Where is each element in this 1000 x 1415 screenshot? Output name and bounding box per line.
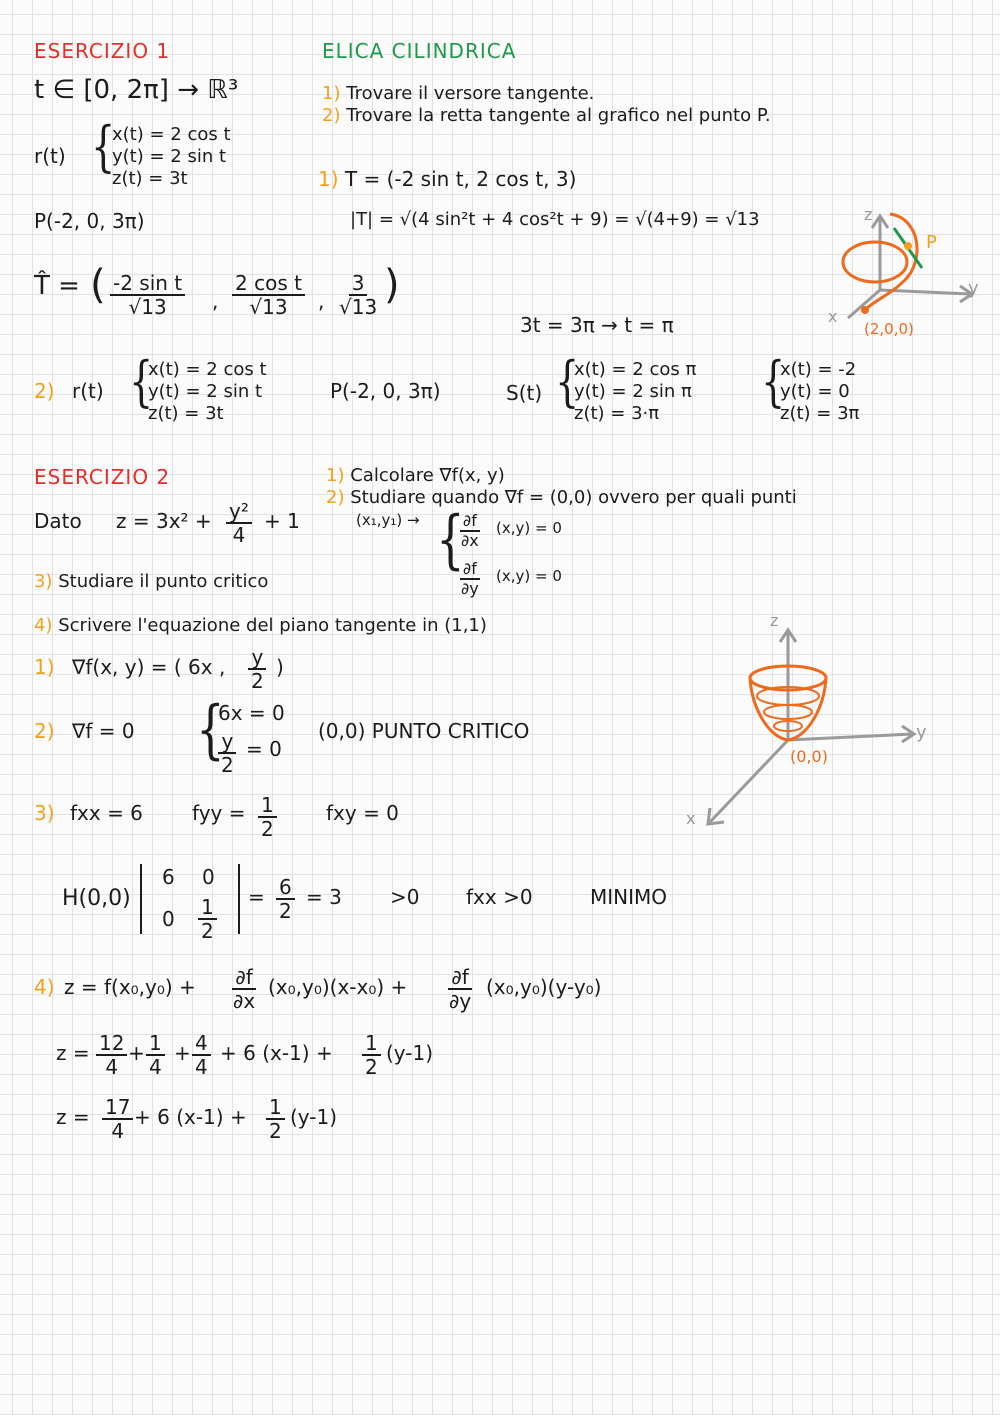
numerator: 12 (96, 1032, 127, 1056)
s2-r-label: r(t) (72, 379, 104, 403)
denominator: √13 (128, 295, 167, 319)
plane-l2-post: (y-1) (386, 1041, 434, 1065)
helix-loop (843, 242, 907, 282)
numerator: y² (226, 500, 252, 524)
critical-point: (0,0) PUNTO CRITICO (318, 719, 530, 743)
unit-tangent-frac-2 (232, 272, 305, 318)
gradient-frac (248, 646, 267, 692)
partial-fy-rest: (x,y) = 0 (496, 567, 562, 585)
ex2-task-3 (34, 572, 268, 593)
denominator: √13 (249, 295, 288, 319)
r-eq-y: y(t) = 2 sin t (112, 146, 227, 167)
numerator: 4 (192, 1032, 211, 1056)
exercise-1-subtitle: ELICA CILINDRICA (322, 39, 517, 63)
s2-eq-y: y(t) = 2 sin t (148, 381, 263, 402)
s-val-x: x(t) = -2 (780, 359, 857, 380)
denominator: ∂x (233, 989, 256, 1013)
paren-right: ) (384, 262, 400, 308)
s2-point: P(-2, 0, 3π) (330, 379, 441, 403)
tangent-norm: |T| = √(4 sin²t + 4 cos²t + 9) = √(4+9) = √13 (350, 209, 760, 230)
task-number: 4) (34, 615, 53, 636)
solution-number: 1) (318, 167, 339, 191)
s-eq-y: y(t) = 2 sin π (574, 381, 692, 402)
exercise-2-title: ESERCIZIO 2 (34, 465, 171, 489)
numerator: 3 (349, 272, 368, 296)
partial-fy (458, 560, 482, 597)
paraboloid-graph (680, 610, 930, 830)
hessian-m11: 6 (162, 865, 175, 889)
z-axis-label: z (770, 611, 779, 630)
denominator: 4 (105, 1055, 119, 1079)
numerator: 1 (362, 1032, 381, 1056)
comma: , (318, 289, 325, 313)
ex2-task-4 (34, 616, 487, 637)
denominator: 4 (149, 1055, 162, 1079)
plane-l3-mid: + 6 (x-1) + (134, 1105, 247, 1129)
hessian-frac (276, 876, 295, 922)
hessian-matrix (140, 864, 240, 934)
numerator: 1 (146, 1032, 165, 1056)
ex2-task-1 (326, 466, 505, 487)
plane-l2-f2 (146, 1032, 165, 1078)
s2-eq-z: z(t) = 3t (148, 403, 224, 424)
numerator: 6 (276, 876, 295, 900)
ex2-s1-number: 1) (34, 655, 55, 679)
fxx-value: fxx = 6 (70, 801, 143, 825)
plane-l3-f2 (266, 1096, 285, 1142)
given-frac (226, 500, 252, 546)
task-text: Trovare la retta tangente al grafico nel punto P. (346, 105, 771, 126)
numerator: ∂f (460, 512, 480, 532)
numerator: 1 (198, 896, 217, 920)
eq-6x: 6x = 0 (218, 701, 285, 725)
task-number: 3) (34, 571, 53, 592)
plane-l1-dfy (446, 966, 474, 1012)
minimum-label: MINIMO (590, 885, 668, 909)
task-text: Studiare il punto critico (58, 571, 269, 592)
point-label: (2,0,0) (864, 320, 914, 338)
solution-2-number: 2) (34, 379, 55, 403)
hessian-positive: >0 (390, 885, 420, 909)
numerator: 1 (266, 1096, 285, 1120)
s-eq-z: z(t) = 3·π (574, 403, 660, 424)
plane-l2-pre: z = (56, 1041, 90, 1065)
task-number: 2) (322, 105, 341, 126)
system-brace: { (91, 115, 116, 178)
system-brace: { (436, 503, 465, 577)
denominator: 4 (232, 523, 246, 547)
given-label: Dato (34, 509, 82, 533)
s-label: S(t) (506, 381, 543, 405)
x-axis-label: x (828, 307, 838, 326)
unit-tangent-label: T̂ = (34, 271, 80, 301)
plane-l2-f4 (362, 1032, 381, 1078)
numerator: 1 (258, 794, 277, 818)
task-number: 2) (326, 487, 345, 508)
plane-l3-post: (y-1) (290, 1105, 338, 1129)
task-text: Scrivere l'equazione del piano tangente in (1,1) (58, 615, 487, 636)
tangent-vector: T = (-2 sin t, 2 cos t, 3) (344, 167, 577, 191)
denominator: 4 (195, 1055, 208, 1079)
system-brace: { (129, 350, 154, 413)
eq-y-half-rest: = 0 (246, 737, 282, 761)
numerator: 17 (102, 1096, 133, 1120)
denominator: 2 (221, 753, 234, 777)
plane-l1-pre: z = f(x₀,y₀) + (64, 975, 196, 999)
denominator: ∂y (449, 989, 472, 1013)
numerator: ∂f (448, 966, 471, 990)
plane-l1-mid: (x₀,y₀)(x-x₀) + (268, 975, 408, 999)
denominator: 2 (269, 1119, 282, 1143)
denominator: 2 (261, 817, 274, 841)
denominator: 2 (279, 899, 292, 923)
denominator: 4 (111, 1119, 125, 1143)
hessian-eq: = (248, 885, 265, 909)
plane-l1-post: (x₀,y₀)(y-y₀) (486, 975, 602, 999)
r-label: r(t) (34, 144, 66, 168)
domain-mapping: t ∈ [0, 2π] → ℝ³ (34, 75, 239, 105)
hessian-m21: 0 (162, 907, 175, 931)
s-eq-x: x(t) = 2 cos π (574, 359, 697, 380)
comma: , (212, 289, 219, 313)
ex2-s2-number: 2) (34, 719, 55, 743)
numerator: y (218, 730, 236, 754)
point-p: P(-2, 0, 3π) (34, 209, 145, 233)
solution-1-tangent (318, 168, 576, 191)
y-axis-label: y (968, 278, 979, 299)
y-axis (788, 734, 912, 740)
s-val-y: y(t) = 0 (780, 381, 850, 402)
t-solve: 3t = 3π → t = π (520, 313, 674, 337)
fxy-value: fxy = 0 (326, 801, 399, 825)
fyy-frac (258, 794, 277, 840)
numerator: ∂f (232, 966, 255, 990)
given-post: + 1 (264, 509, 300, 533)
numerator: y (248, 646, 266, 670)
task-number: 1) (326, 465, 345, 486)
gradient-pre: ∇f(x, y) = ( 6x , (72, 655, 226, 679)
hessian-m12: 0 (202, 865, 215, 889)
plane-l1-dfx (230, 966, 258, 1012)
p-label: P (926, 232, 937, 253)
points-label: (x₁,y₁) → (356, 511, 420, 529)
partial-fx-rest: (x,y) = 0 (496, 519, 562, 537)
task-1 (322, 84, 594, 105)
hessian-result: = 3 (306, 885, 342, 909)
paren-left: ( (90, 262, 106, 308)
gradient-post: ) (276, 655, 284, 679)
task-2 (322, 106, 771, 127)
gradient-zero: ∇f = 0 (72, 719, 135, 743)
given-pre: z = 3x² + (116, 509, 212, 533)
fxx-positive: fxx >0 (466, 885, 533, 909)
plane-l3-f1 (102, 1096, 133, 1142)
system-brace: { (196, 693, 225, 767)
task-text: Studiare quando ∇f = (0,0) ovvero per quali punti (350, 487, 797, 508)
fyy-label: fyy = (192, 801, 246, 825)
task-number: 1) (322, 83, 341, 104)
s-val-z: z(t) = 3π (780, 403, 860, 424)
denominator: ∂y (461, 578, 479, 598)
s2-eq-x: x(t) = 2 cos t (148, 359, 267, 380)
system-brace: { (555, 350, 580, 413)
origin-label: (0,0) (790, 747, 828, 766)
point-origin-marker (861, 306, 869, 314)
x-axis (710, 740, 788, 822)
plane-l2-f3 (192, 1032, 211, 1078)
plane-l3-pre: z = (56, 1105, 90, 1129)
y-axis-label: y (916, 722, 927, 743)
plane-l2-f1 (96, 1032, 127, 1078)
ex2-s4-number: 4) (34, 975, 55, 999)
r-eq-z: z(t) = 3t (112, 168, 188, 189)
task-text: Calcolare ∇f(x, y) (350, 465, 505, 486)
plus: + (128, 1041, 145, 1065)
partial-fx (458, 512, 482, 549)
ex2-task-2 (326, 488, 797, 509)
x-axis-label: x (686, 809, 696, 828)
ex2-s3-number: 3) (34, 801, 55, 825)
denominator: 2 (365, 1055, 378, 1079)
hessian-m22 (198, 896, 217, 942)
numerator: ∂f (460, 560, 480, 580)
unit-tangent-frac-3 (336, 272, 380, 318)
numerator: -2 sin t (110, 272, 185, 296)
unit-tangent-frac-1 (110, 272, 185, 318)
helix-graph (820, 200, 990, 340)
eq-y-half (218, 730, 237, 776)
denominator: 2 (201, 919, 214, 943)
denominator: 2 (251, 669, 264, 693)
numerator: 2 cos t (232, 272, 305, 296)
exercise-1-title: ESERCIZIO 1 (34, 39, 171, 63)
r-eq-x: x(t) = 2 cos t (112, 124, 231, 145)
system-brace: { (761, 350, 786, 413)
plane-l2-mid: + 6 (x-1) + (220, 1041, 333, 1065)
z-axis-label: z (864, 205, 873, 224)
denominator: √13 (339, 295, 378, 319)
point-p-marker (904, 242, 912, 250)
task-text: Trovare il versore tangente. (346, 83, 595, 104)
denominator: ∂x (461, 530, 479, 550)
plus: + (174, 1041, 191, 1065)
hessian-label: H(0,0) (62, 886, 131, 911)
